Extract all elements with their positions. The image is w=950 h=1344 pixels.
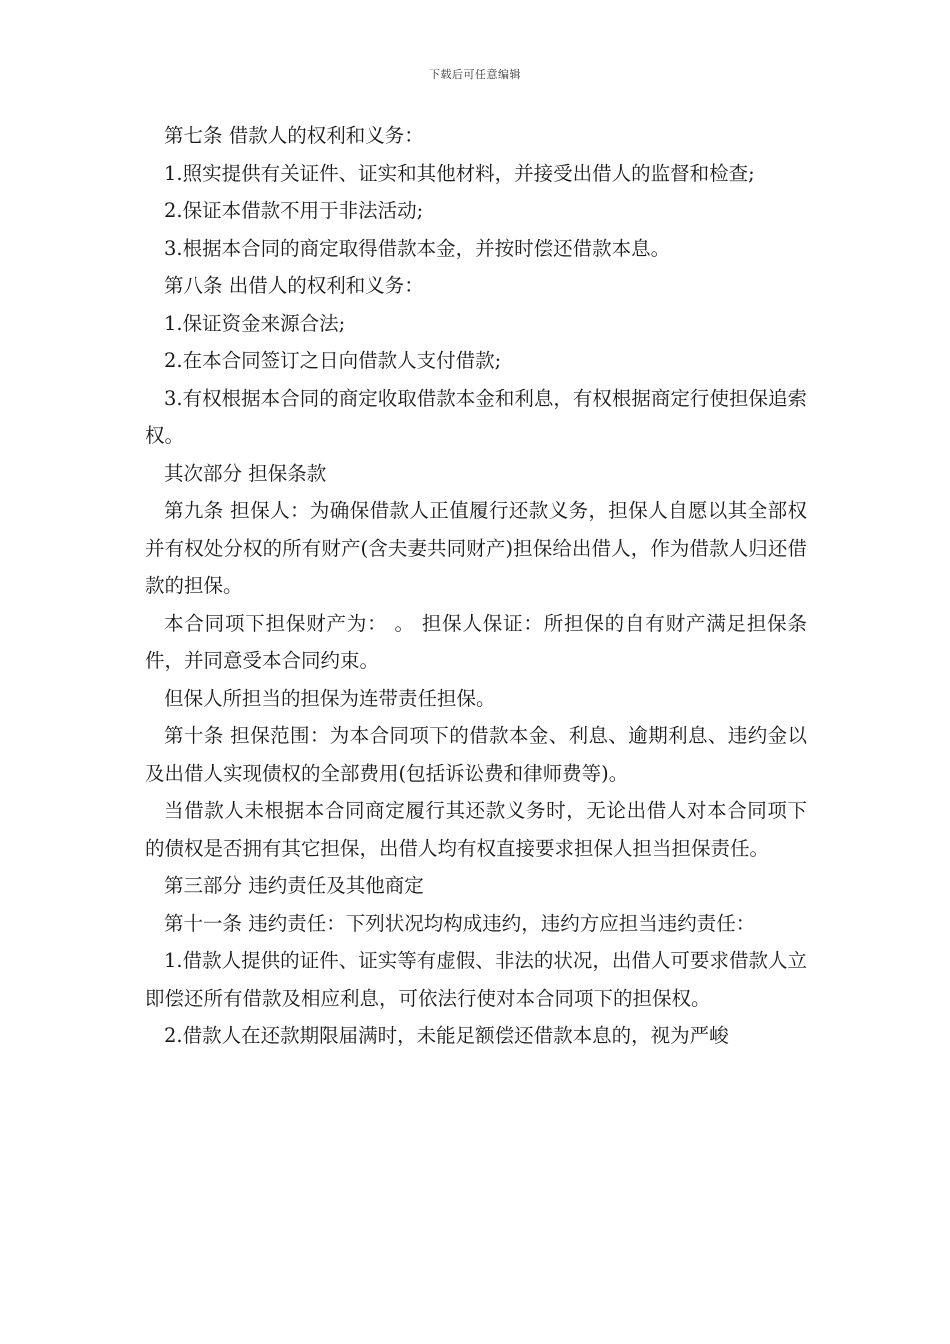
part-3-heading: 第三部分 违约责任及其他商定 bbox=[164, 874, 424, 897]
header-note: 下载后可任意编辑 bbox=[429, 68, 521, 81]
joint-liability-text: 但保人所担当的担保为连带责任担保。 bbox=[164, 686, 496, 710]
article-7-heading: 第七条 借款人的权利和义务： bbox=[164, 124, 424, 147]
guarantee-property-text: 本合同项下担保财产为： 。 担保人保证：所担保的自有财产满足担保条件，并同意受本合同约束。 bbox=[145, 611, 807, 672]
guarantor-liability-text: 当借款人未根据本合同商定履行其还款义务时，无论出借人对本合同项下的债权是否拥有其它担保，出借人均有权直接要求担保人担当担保责任。 bbox=[145, 799, 807, 860]
article-9-text: 第九条 担保人：为确保借款人正值履行还款义务，担保人自愿以其全部权并有权处分权的所有财产(含夫妻共同财产)担保给出借人，作为借款人归还借款的担保。 bbox=[145, 499, 807, 597]
document-body bbox=[145, 117, 807, 1055]
article-8-item-1: 1.保证资金来源合法; bbox=[164, 311, 346, 335]
article-8-heading: 第八条 出借人的权利和义务： bbox=[164, 274, 424, 297]
article-7-item-3: 3.根据本合同的商定取得借款本金，并按时偿还借款本息。 bbox=[164, 236, 671, 260]
article-11-text: 第十一条 违约责任：下列状况均构成违约，违约方应担当违约责任： bbox=[164, 911, 756, 935]
article-8-item-3: 3.有权根据本合同的商定收取借款本金和利息，有权根据商定行使担保追索权。 bbox=[145, 386, 807, 447]
article-11-item-1: 1.借款人提供的证件、证实等有虚假、非法的状况，出借人可要求借款人立即偿还所有借款及相应利息，可依法行使对本合同项下的担保权。 bbox=[145, 949, 807, 1010]
article-7-item-2: 2.保证本借款不用于非法活动; bbox=[164, 199, 424, 222]
article-8-item-2: 2.在本合同签订之日向借款人支付借款; bbox=[164, 349, 502, 372]
article-11-item-2: 2.借款人在还款期限届满时，未能足额偿还借款本息的，视为严峻 bbox=[164, 1024, 729, 1047]
article-7-item-1: 1.照实提供有关证件、证实和其他材料，并接受出借人的监督和检查; bbox=[164, 161, 755, 185]
part-2-heading: 其次部分 担保条款 bbox=[164, 461, 327, 485]
article-10-text: 第十条 担保范围：为本合同项下的借款本金、利息、逾期利息、违约金以及出借人实现债权的全部费用(包括诉讼费和律师费等)。 bbox=[145, 724, 807, 785]
